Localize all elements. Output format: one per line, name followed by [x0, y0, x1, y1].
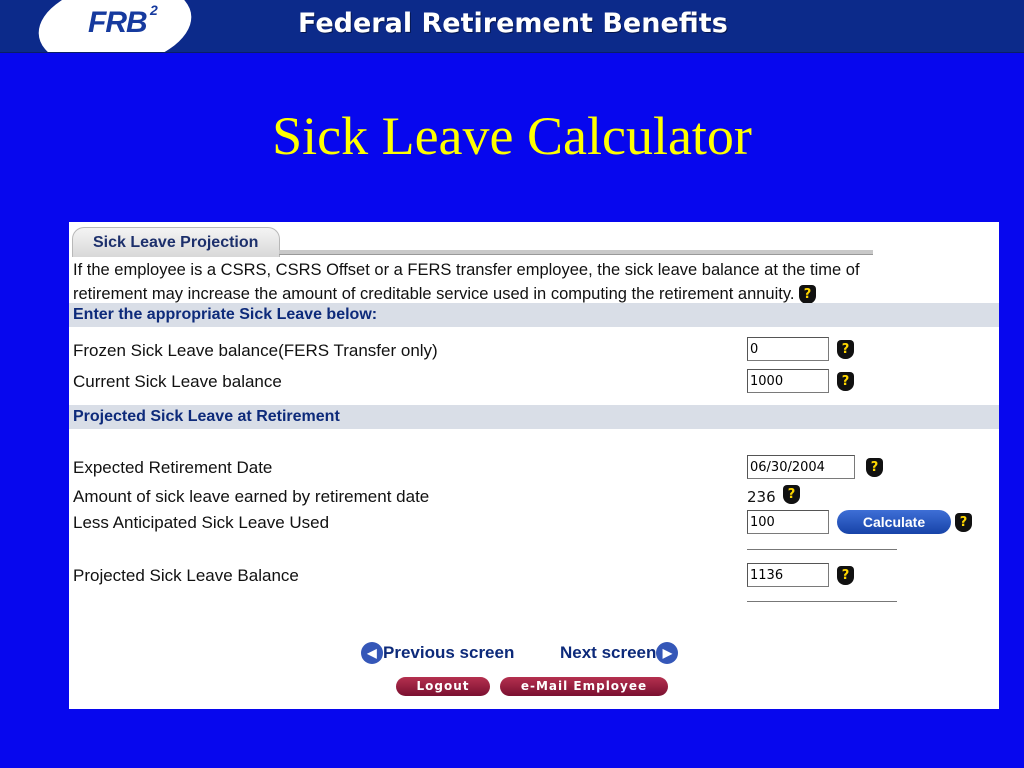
help-icon[interactable]: ?	[837, 566, 854, 585]
frozen-sick-leave-label: Frozen Sick Leave balance(FERS Transfer only)	[73, 341, 438, 360]
help-icon[interactable]: ?	[866, 458, 883, 477]
projected-balance-input[interactable]	[747, 563, 829, 587]
tab-divider	[279, 250, 873, 255]
sick-leave-used-input[interactable]	[747, 510, 829, 534]
help-icon[interactable]: ?	[837, 340, 854, 359]
previous-screen-label: Previous screen	[383, 643, 515, 662]
section-enter-sick-leave: Enter the appropriate Sick Leave below:	[69, 303, 999, 327]
calculate-button[interactable]: Calculate	[837, 510, 951, 534]
header-banner	[0, 0, 1024, 53]
retirement-date-input[interactable]	[747, 455, 855, 479]
email-employee-button[interactable]: e-Mail Employee	[500, 677, 668, 696]
arrow-right-icon: ▶	[656, 642, 678, 664]
intro-line-2-text: retirement may increase the amount of creditable service used in computing the retirement annuity.	[73, 285, 795, 303]
next-screen-link[interactable]	[560, 642, 678, 664]
arrow-left-icon: ◀	[361, 642, 383, 664]
section-projected-sick-leave: Projected Sick Leave at Retirement	[69, 405, 999, 429]
intro-line-1: If the employee is a CSRS, CSRS Offset or a FERS transfer employee, the sick leave balance at the time of	[73, 261, 860, 279]
help-icon[interactable]: ?	[955, 513, 972, 532]
next-screen-label: Next screen	[560, 643, 657, 662]
help-icon[interactable]: ?	[783, 485, 800, 504]
calculator-panel	[69, 222, 999, 709]
banner-title: Federal Retirement Benefits	[298, 8, 728, 39]
help-icon[interactable]: ?	[799, 285, 816, 304]
divider-rule	[747, 601, 897, 602]
current-sick-leave-label: Current Sick Leave balance	[73, 372, 282, 391]
frozen-sick-leave-input[interactable]	[747, 337, 829, 361]
projected-balance-label: Projected Sick Leave Balance	[73, 566, 299, 585]
tab-sick-leave-projection[interactable]: Sick Leave Projection	[72, 227, 280, 257]
divider-rule	[747, 549, 897, 550]
logo-superscript: 2	[150, 2, 158, 18]
sick-leave-earned-value: 236	[747, 488, 776, 506]
page-title: Sick Leave Calculator	[272, 106, 752, 166]
current-sick-leave-input[interactable]	[747, 369, 829, 393]
logo: FRB	[88, 6, 147, 39]
sick-leave-used-label: Less Anticipated Sick Leave Used	[73, 513, 330, 532]
sick-leave-earned-label: Amount of sick leave earned by retirement date	[73, 487, 430, 506]
retirement-date-label: Expected Retirement Date	[73, 458, 273, 477]
previous-screen-link[interactable]	[361, 642, 514, 664]
help-icon[interactable]: ?	[837, 372, 854, 391]
logout-button[interactable]: Logout	[396, 677, 490, 696]
intro-text	[73, 258, 999, 306]
